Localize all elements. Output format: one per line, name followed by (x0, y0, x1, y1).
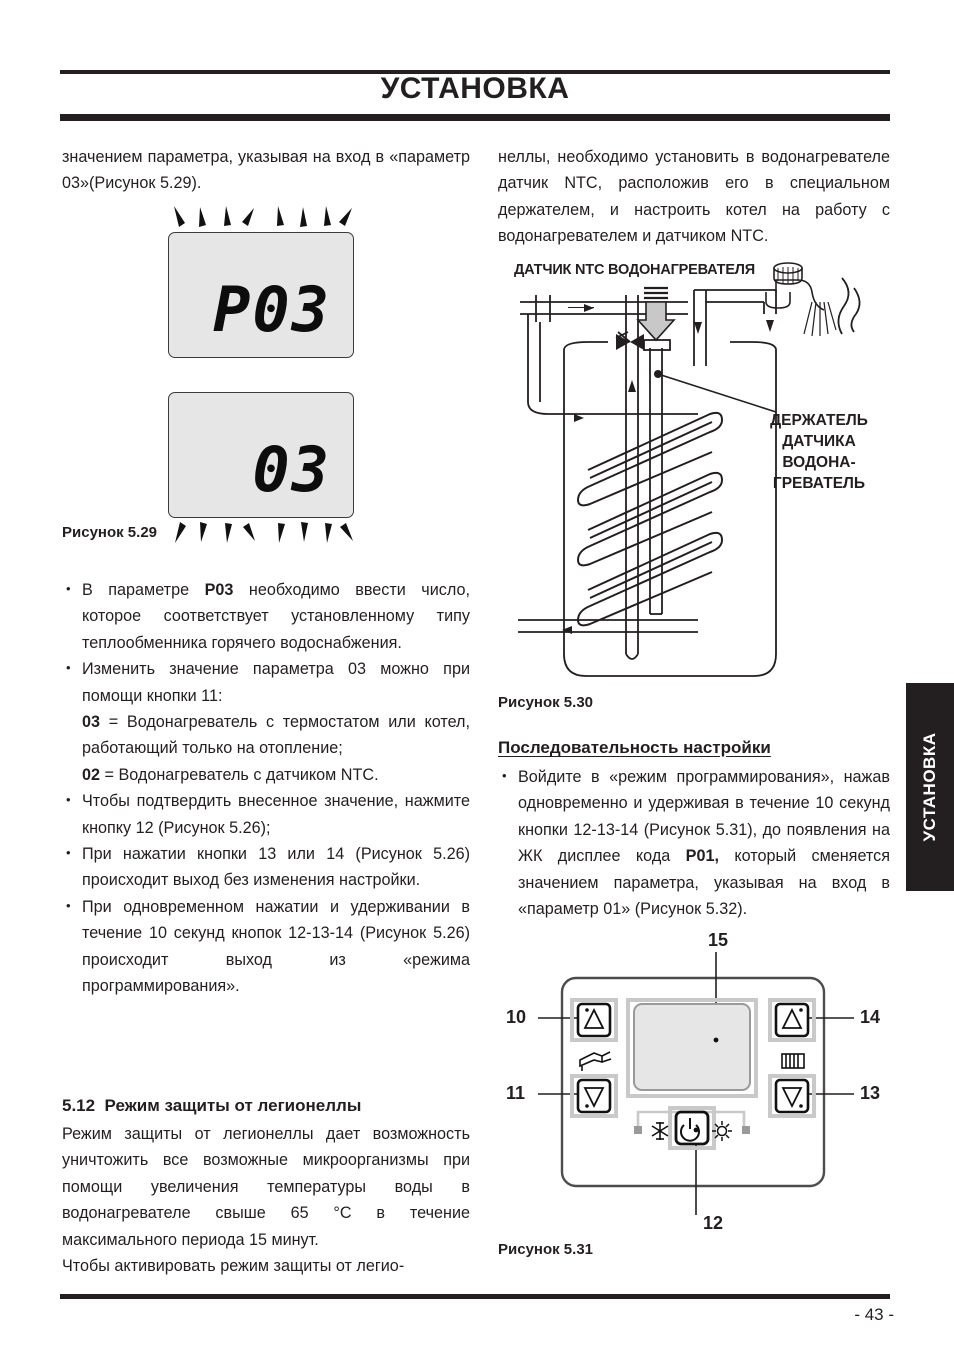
led-right (742, 1126, 750, 1134)
button-heating-down[interactable] (770, 1076, 814, 1116)
right-column (498, 144, 890, 250)
lcd-display-top (168, 232, 354, 358)
tank-body (564, 350, 776, 676)
sequence-bullet-part1: Войдите в «режим программирования», нажав одновременно и удерживая в течение 10 секунд кнопки 12-13-14 (Рисунок 5.31), до появления на ЖК дисплее кода (518, 768, 890, 866)
list-item (62, 788, 470, 841)
sensor-holder-label: ДЕРЖАТЕЛЬ ДАТЧИКА ВОДОНА-ГРЕВАТЕЛЬ (770, 412, 868, 492)
left-intro-paragraph: значением параметра, указывая на вход в «параметр 03»(Рисунок 5.29). (62, 148, 470, 193)
tank-top-left (564, 342, 608, 350)
bullet-1-code: P03 (204, 581, 234, 599)
callout-11: 11 (506, 1083, 526, 1103)
button-dhw-up[interactable] (572, 1000, 616, 1040)
figure-5-30-caption: Рисунок 5.30 (498, 694, 594, 711)
setup-sequence-block (498, 738, 890, 922)
section-heading (62, 1096, 470, 1116)
page-number: - 43 - (854, 1305, 894, 1324)
faucet-icon (580, 1052, 611, 1071)
figure-5-29 (168, 232, 358, 532)
bullet-2-sub-2-text: = Водонагреватель с датчиком NTC. (100, 765, 379, 784)
setup-sequence-list (498, 764, 890, 922)
valve-icon (616, 332, 644, 350)
bullet-2-text: Изменить значение параметра 03 можно при помощи кнопки 11: (82, 660, 470, 705)
figure-5-30 (498, 262, 894, 687)
figure-5-29-caption: Рисунок 5.29 (62, 524, 158, 541)
page-title: УСТАНОВКА (380, 72, 570, 105)
button-mode[interactable] (670, 1108, 714, 1148)
bullet-2-sub-1-code: 03 (82, 713, 101, 732)
section-paragraph-1: Режим защиты от легионеллы дает возможность уничтожить все возможные микроорганизмы при помощи увеличения температуры воды в водонагревателе свыше 65 °С в течение максимального периода 15 минут. (62, 1125, 470, 1249)
callout-10: 10 (506, 1007, 527, 1027)
led-left (634, 1126, 642, 1134)
section-number: 5.12 (62, 1096, 96, 1115)
ntc-sensor-label: ДАТЧИК NTC ВОДОНАГРЕВАТЕЛЯ (514, 262, 755, 278)
footer-rule (60, 1294, 890, 1299)
bullet-1-suffix: необходимо ввести число, которое соответствует установленному типу теплообменника горячего водоснабжения. (82, 581, 470, 652)
sun-icon (712, 1121, 732, 1141)
snowflake-icon (652, 1122, 668, 1140)
list-item (62, 577, 470, 656)
flash-marks-bottom (169, 517, 355, 543)
bullet-4-text: При нажатии кнопки 13 или 14 (Рисунок 5.26) происходит выход без изменения настройки. (82, 845, 470, 890)
hot-water-stream-icon (804, 278, 860, 336)
lcd-top-value: P03 (213, 273, 331, 346)
section-5-12 (62, 1096, 470, 1279)
side-tab-installation (906, 683, 954, 891)
left-bullet-list (62, 577, 470, 1000)
setup-sequence-heading: Последовательность настройки (498, 738, 771, 757)
figure-5-31 (498, 930, 894, 1260)
lcd-display-bottom (168, 392, 354, 518)
list-item (62, 656, 470, 788)
section-paragraph-2: Чтобы активировать режим защиты от легио- (62, 1257, 405, 1276)
lcd-bottom-value: 03 (252, 433, 331, 506)
button-heating-up[interactable] (770, 1000, 814, 1040)
callout-12: 12 (703, 1213, 724, 1233)
list-item (498, 764, 890, 922)
bullet-3-text: Чтобы подтвердить внесенное значение, нажмите кнопку 12 (Рисунок 5.26); (82, 792, 470, 837)
callout-15: 15 (708, 930, 729, 950)
side-tab-label: УСТАНОВКА (920, 732, 939, 842)
control-panel-diagram (498, 930, 894, 1260)
flash-marks-top (168, 206, 354, 232)
bullet-2-sub-2-code: 02 (82, 765, 101, 784)
callout-14: 14 (860, 1007, 881, 1027)
list-item (62, 841, 470, 894)
lcd-display (628, 1000, 756, 1096)
button-dhw-down[interactable] (572, 1076, 616, 1116)
left-column (62, 144, 470, 197)
section-title: Режим защиты от легионеллы (104, 1096, 362, 1115)
tank-top-right (730, 342, 776, 350)
sequence-bullet-code: P01, (685, 847, 719, 866)
callout-13: 13 (860, 1083, 881, 1103)
bullet-2-sub-1-text: = Водонагреватель с термостатом или котел, работающий только на отопление; (82, 713, 470, 758)
bullet-1-prefix: В параметре (82, 581, 205, 599)
header-rule-bottom (60, 114, 890, 121)
list-item (62, 894, 470, 1000)
right-intro-paragraph: неллы, необходимо установить в водонагревателе датчик NTC, расположив его в специальном держателем, и настроить котел на работу с водонагревателем и датчиком NTC. (498, 148, 890, 246)
radiator-icon (782, 1054, 804, 1068)
figure-5-31-caption: Рисунок 5.31 (498, 1241, 594, 1258)
bullet-5-text: При одновременном нажатии и удерживании в течение 10 секунд кнопок 12-13-14 (Рисунок 5.26) происходит выход из «режима программирования». (82, 897, 470, 996)
sequence-bullet-part2: который сменяется значением параметра, указывая на вход в «параметр 01» (Рисунок 5.32). (518, 847, 890, 919)
